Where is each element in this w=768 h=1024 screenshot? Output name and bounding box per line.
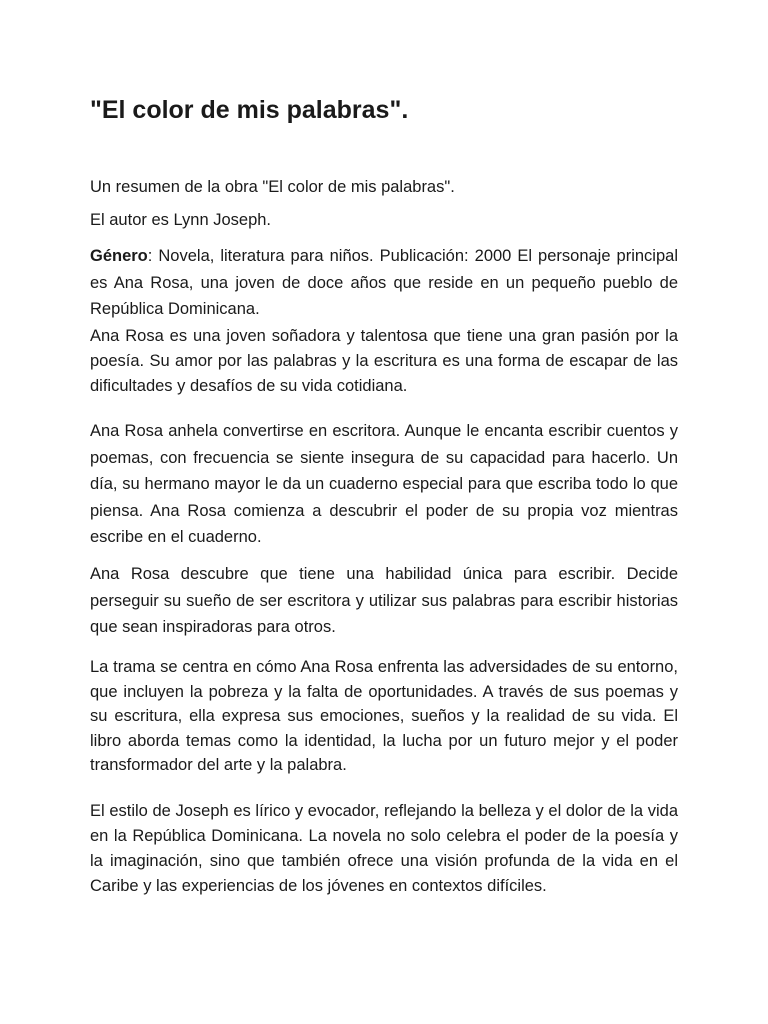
paragraph-4: La trama se centra en cómo Ana Rosa enfrenta las adversidades de su entorno, que incluyen la pobreza y la falta de oportunidades. A través de sus poemas y su escritura, ella expresa sus emociones, sueños y la realidad de su vida. El libro aborda temas como la identidad, la lucha por un futuro mejor y el poder transformador del arte y la palabra. <box>90 658 678 774</box>
summary-line: Un resumen de la obra "El color de mis palabras". <box>90 178 455 196</box>
paragraph-2: Ana Rosa anhela convertirse en escritora. Aunque le encanta escribir cuentos y poemas, con frecuencia se siente insegura de su capacidad para hacerlo. Un día, su hermano mayor le da un cuaderno especial para que escriba todo lo que piensa. Ana Rosa comienza a descubrir el poder de su propia voz mientras escribe en el cuaderno. <box>90 422 678 546</box>
genre-paragraph <box>90 243 678 323</box>
paragraph-1: Ana Rosa es una joven soñadora y talentosa que tiene una gran pasión por la poesía. Su amor por las palabras y la escritura es una forma de escapar de las dificultades y desafíos de su vida cotidiana. <box>90 327 678 395</box>
genre-text: : Novela, literatura para niños. Publicación: 2000 El personaje principal es Ana Rosa, una joven de doce años que reside en un pequeño pueblo de República Dominicana. <box>90 247 678 318</box>
author-line: El autor es Lynn Joseph. <box>90 211 272 229</box>
paragraph-3: Ana Rosa descubre que tiene una habilidad única para escribir. Decide perseguir su sueño de ser escritora y utilizar sus palabras para escribir historias que sean inspiradoras para otros. <box>90 565 678 636</box>
document-title: "El color de mis palabras". <box>90 96 409 124</box>
paragraph-5: El estilo de Joseph es lírico y evocador, reflejando la belleza y el dolor de la vida en la República Dominicana. La novela no solo celebra el poder de la poesía y la imaginación, sino que también ofrece una visión profunda de la vida en el Caribe y las experiencias de los jóvenes en contextos difíciles. <box>90 802 678 895</box>
genre-label: Género <box>90 247 148 265</box>
